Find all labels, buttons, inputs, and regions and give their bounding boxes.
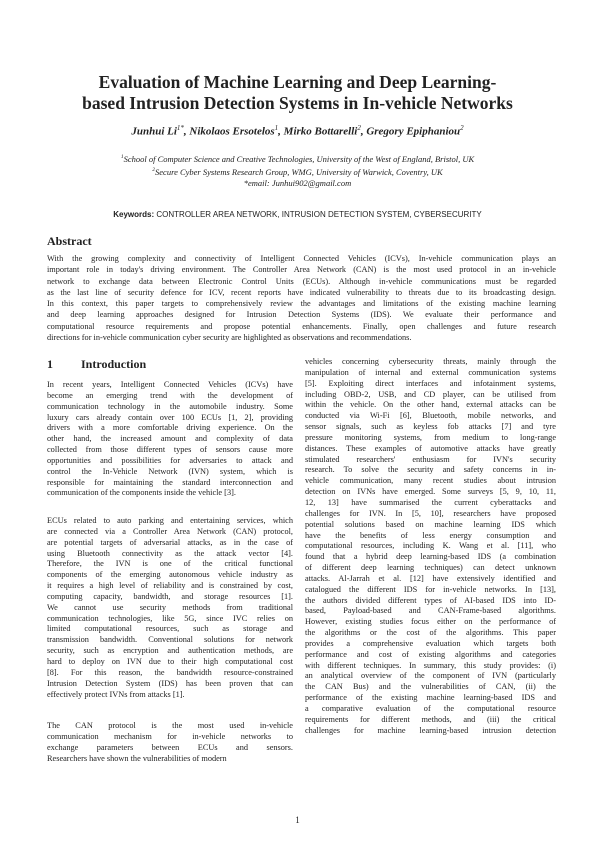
author-superscript: 2 xyxy=(460,124,464,132)
author-name: Junhui Li xyxy=(131,125,177,138)
text-line: With the growing complexity and connectivity of Intelligent Connected Vehicles (ICVs), In-vehicle communication plays an xyxy=(47,254,556,263)
text-line: security, such as encryption and authentication methods, are xyxy=(47,646,293,656)
affiliation-text: Secure Cyber Systems Research Group, WMG, University of Warwick, Coventry, UK xyxy=(155,166,443,177)
text-line: In this context, this paper targets to comprehensively review the advantages and limitations of the existing machine learning xyxy=(47,299,556,308)
text-line: the algorithms or the cost of the algorithms. This paper xyxy=(305,628,556,638)
text-line: luxury cars already contain over 100 ECUs [1, 2], providing xyxy=(47,412,293,422)
text-line: distances. These examples of automotive attacks have greatly xyxy=(305,443,556,453)
text-line: conducted via Wi-Fi [6], Bluetooth, mobile networks, and xyxy=(305,411,556,421)
text-line: attacks. Al-Jarrah et al. [12] have extensively identified and xyxy=(305,573,556,583)
text-line: have the benefits of less energy consumption and xyxy=(305,530,556,540)
text-line: ECUs related to auto parking and entertaining services, which xyxy=(47,516,293,525)
left-column-paragraph xyxy=(47,721,293,764)
text-line: important role in today's driving environment. The Controller Area Network (CAN) is the most used protocol in an in-vehicle xyxy=(47,265,556,275)
text-line: other hand, the increased amount and complexity of data xyxy=(47,434,293,444)
contact-email: *email: Junhui902@gmail.com xyxy=(243,177,352,188)
affiliation-text: School of Computer Science and Creative Technologies, University of the West of England, Bristol, UK xyxy=(123,153,475,164)
affiliations xyxy=(40,152,555,189)
text-line: catalogued the different IDS for in-vehicle networks. In [13], xyxy=(305,584,556,594)
section-number: 1 xyxy=(47,357,53,371)
keywords-label: Keywords: xyxy=(113,210,155,219)
keywords-text: CONTROLLER AREA NETWORK, INTRUSION DETECTION SYSTEM, CYBERSECURITY xyxy=(156,210,482,219)
title-line: Evaluation of Machine Learning and Deep Learning- xyxy=(98,72,497,92)
text-line: pressure monitoring systems, from medium to long-range xyxy=(305,432,556,442)
text-line: using Bluetooth connectivity as the attack vector [4]. xyxy=(47,548,293,558)
text-line: based, Payload-based and CAN-Frame-based algorithms. xyxy=(305,606,556,616)
text-line: performance and cost of existing algorithms and categories xyxy=(305,649,556,659)
text-line: components of the emerging autonomous vehicle industry as xyxy=(47,570,293,580)
text-line: We cannot use security methods from traditional xyxy=(47,602,293,612)
text-line: computing capacity, bandwidth, and storage resources [1]. xyxy=(47,591,293,601)
section-heading-introduction xyxy=(47,357,146,372)
text-line: limited computational resources, such as storage and xyxy=(47,624,293,634)
text-line: challenges for IVN. In [5, 10], researchers have proposed xyxy=(305,508,556,518)
text-line: computational resources, including K. Wang et al. [11], who xyxy=(305,541,556,551)
text-line: are connected via a Controller Area Network (CAN) protocol, xyxy=(47,526,293,536)
text-line: directions for in-vehicle communication cyber security are highlighted as observations and recommendations. xyxy=(47,332,412,342)
text-line: drivers with a more comfortable driving experience. On the xyxy=(47,423,293,433)
text-line: communication technology in the automobile industry. Some xyxy=(47,401,293,411)
text-line: In recent years, Intelligent Connected Vehicles (ICVs) have xyxy=(47,380,293,389)
text-line: with different techniques. In summary, this study provides: (i) xyxy=(305,660,556,670)
left-column-paragraph xyxy=(47,380,293,499)
text-line: communication technologies, like 5G, since IVC relies on xyxy=(47,613,293,623)
text-line: network to exchange data between Electronic Control Units (ECUs). Although in-vehicle communications must be regarded xyxy=(47,276,556,286)
affiliation-superscript: 1 xyxy=(120,154,124,160)
text-line: become an emerging trend with the development of xyxy=(47,390,293,400)
text-line: manipulation of internal and external communication systems xyxy=(305,367,556,377)
text-line: Therefore, the IVN is one of the critical functional xyxy=(47,559,293,569)
text-line: The CAN protocol is the most used in-vehicle xyxy=(47,721,293,730)
section-title: Introduction xyxy=(81,357,147,371)
text-line: requirements for different methods, and (iii) the critical xyxy=(305,714,556,724)
left-column-paragraph xyxy=(47,516,293,700)
author-name: Mirko Bottarelli xyxy=(283,125,358,138)
right-column-text xyxy=(305,357,556,737)
text-line: vehicle communication, many recent studies about intrusion xyxy=(305,476,556,486)
text-line: stimulated researchers' enthusiasm for IVN's security xyxy=(305,454,556,464)
text-line: found that a hybrid deep learning-based IDS (a combination xyxy=(305,552,556,562)
text-line: within the vehicle. On the other hand, external attacks can be xyxy=(305,400,556,410)
text-line: responsible for maintaining the standard interconnection and xyxy=(47,477,293,487)
abstract-body xyxy=(47,253,556,343)
text-line: Intrusion Detection System (IDS) has been proven that can xyxy=(47,678,293,688)
text-line: transmission bandwidth. Conventional solutions for network xyxy=(47,635,293,645)
author-name: Gregory Epiphaniou xyxy=(366,125,461,138)
author-name: Nikolaos Ersotelos xyxy=(189,125,275,138)
text-line: opportunities and possibilities for adversaries to attack and xyxy=(47,455,293,465)
affiliation-line xyxy=(40,165,555,178)
abstract-heading: Abstract xyxy=(47,234,92,248)
text-line: hard to deploy on IVN due to their high computational cost xyxy=(47,656,293,666)
text-line: the CAN Bus) and the vulnerabilities of CAN, (ii) the xyxy=(305,682,556,692)
affiliation-line xyxy=(40,152,555,165)
text-line: challenges for machine learning-based intrusion detection xyxy=(305,725,556,735)
author-superscript: 1 xyxy=(274,124,279,132)
text-line: exchange parameters between ECUs and sensors. xyxy=(47,742,293,752)
text-line: provides a comprehensive evaluation which targets both xyxy=(305,638,556,648)
text-line: computational resource requirements and propose potential enhancements. Finally, open challenges and future research xyxy=(47,321,556,331)
text-line: sensor signals, such as keyless fob attacks [7] and tyre xyxy=(305,422,556,432)
text-line: potential solutions based on machine learning IDS which xyxy=(305,519,556,529)
text-line: are potential targets of adversarial attacks, as in the case of xyxy=(47,537,293,547)
text-line: detection on IVNs have emerged. Some surveys [5, 9, 10, 11, xyxy=(305,487,556,497)
text-line: vehicles concerning cybersecurity threats, mainly through the xyxy=(305,357,556,366)
text-line: a comparative evaluation of the computational resource xyxy=(305,704,556,713)
text-line: research. To solve the security and safety concerns in in- xyxy=(305,465,556,475)
text-line: Researchers have shown the vulnerabilities of modern xyxy=(47,753,227,763)
text-line: [8]. For this reason, the bandwidth resource-constrained xyxy=(47,667,293,677)
paper-title xyxy=(40,72,555,114)
text-line: including OBD-2, USB, and CD player, can be utilised from xyxy=(305,389,556,399)
text-line: as the last line of security defence for ICV, recent reports have indicated vulnerability to threats due to its broadcasting design. xyxy=(47,287,556,297)
text-line: 12, 13] have summarised the current cyberattacks and xyxy=(305,497,556,507)
text-line: However, existing studies focus either on the performance of xyxy=(305,617,556,627)
page-number: 1 xyxy=(295,815,300,825)
text-line: and deep learning approaches designed for Intrusion Detection Systems (IDS). We evaluate their performance and xyxy=(47,310,556,320)
text-line: communication mechanism for in-vehicle networks to xyxy=(47,731,293,741)
affiliation-superscript: 2 xyxy=(152,166,156,173)
text-line: control the In-Vehicle Network (IVN) system, which is xyxy=(47,466,293,476)
text-line: collected from those different types of sensors cause more xyxy=(47,445,293,455)
text-line: of different deep learning techniques) can detect unknown xyxy=(305,563,556,573)
author-list: Junhui $Li^{1*}$, Nikolaos Ersotelos$^1$, Mirko Bottarelli$^2$, Gregory Epiphaniou$^2$ xyxy=(131,124,464,138)
keywords xyxy=(40,210,555,219)
text-line: the authors divided different types of AI-based IDS into ID- xyxy=(305,595,556,605)
text-line: [5]. Exploiting direct interfaces and infotainment systems, xyxy=(305,378,556,388)
text-line: effectively protect IVNs from attacks [1]. xyxy=(47,689,185,699)
author-superscript: 1* xyxy=(176,124,184,132)
text-line: an analytical overview of the component of IVN (particularly xyxy=(305,671,556,681)
text-line: performance of the existing machine learning-based IDS and xyxy=(305,693,556,703)
author-superscript: 2 xyxy=(357,124,361,132)
text-line: it requires a high level of reliability and is constrained by cost, xyxy=(47,581,293,591)
title-line: based Intrusion Detection Systems in In-vehicle Networks xyxy=(82,93,513,113)
text-line: communication of the components inside the vehicle [3]. xyxy=(47,488,236,498)
